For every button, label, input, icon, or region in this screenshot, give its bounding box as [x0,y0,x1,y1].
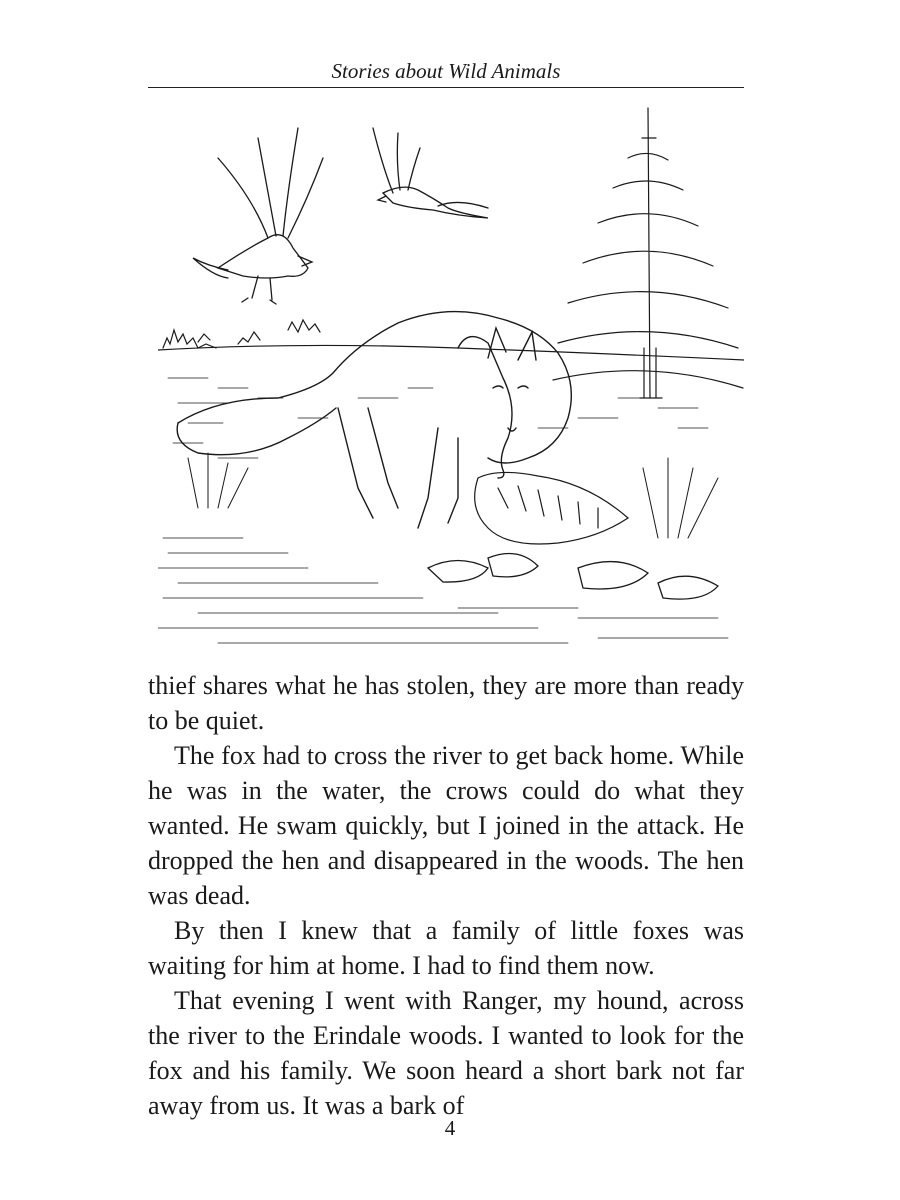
water-hatching [158,538,728,643]
paragraph: By then I knew that a family of little foxes was waiting for him at home. I had to find them now. [148,916,744,980]
running-head-title: Stories about Wild Animals [331,59,561,83]
crow-left [193,128,323,304]
pine-tree [553,108,743,398]
crow-right [373,128,488,218]
paragraph: That evening I went with Ranger, my hound, across the river to the Erindale woods. I wanted to look for the fox and his family. We soon heard a short bark not far away from us. It was a bark of [148,986,744,1120]
body-text [148,668,744,1123]
header-rule [148,87,744,88]
fox [177,312,571,528]
page-number: 4 [444,1116,456,1140]
hen [475,472,628,544]
paragraph: thief shares what he has stolen, they are more than ready to be quiet. [148,671,744,735]
ground-hatching [168,378,708,458]
paragraph: The fox had to cross the river to get back home. While he was in the water, the crows could do what they wanted. He swam quickly, but I joined in the attack. He dropped the hen and disappeared in the woods. The hen was dead. [148,741,744,910]
grass [188,453,718,538]
rocks [428,554,718,600]
fox-illustration [158,98,744,646]
